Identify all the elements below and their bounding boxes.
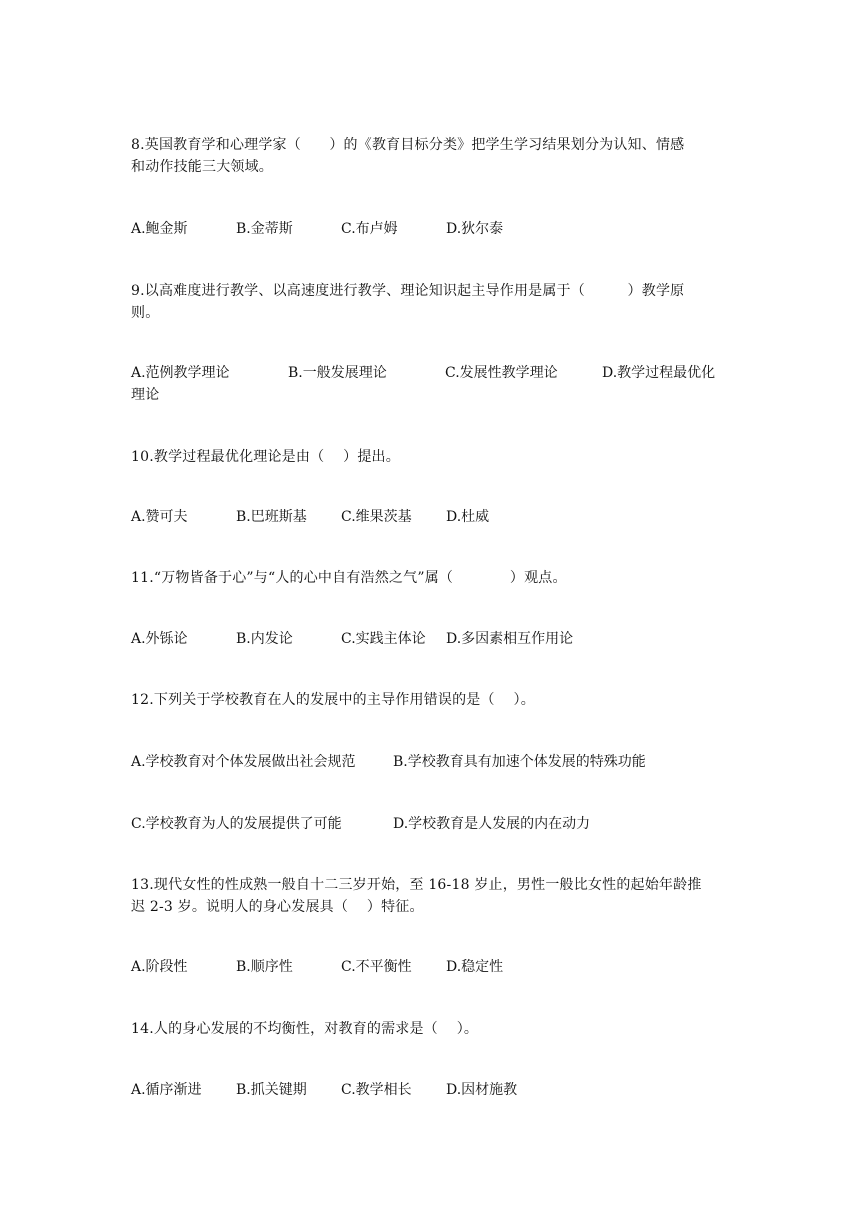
question-9-stem-line-1: 9.以高难度进行教学、以高速度进行教学、理论知识起主导作用是属于（ ）教学原 bbox=[131, 283, 685, 299]
question-9-option-c: C.发展性教学理论 bbox=[445, 365, 558, 381]
question-12-stem: 12.下列关于学校教育在人的发展中的主导作用错误的是（ ）。 bbox=[131, 692, 535, 708]
question-9-option-b: B.一般发展理论 bbox=[288, 365, 387, 381]
question-9-option-a: A.范例教学理论 bbox=[131, 365, 230, 381]
question-13-option-b: B.顺序性 bbox=[236, 959, 293, 975]
question-11-option-c: C.实践主体论 bbox=[341, 631, 426, 647]
question-12-option-d: D.学校教育是人发展的内在动力 bbox=[393, 816, 591, 832]
question-13-stem-line-1: 13.现代女性的性成熟一般自十二三岁开始，至 16-18 岁止，男性一般比女性的起始年龄推 bbox=[131, 877, 702, 893]
question-12-option-b: B.学校教育具有加速个体发展的特殊功能 bbox=[393, 754, 646, 770]
question-14-option-a: A.循序渐进 bbox=[131, 1082, 202, 1098]
question-12-option-c: C.学校教育为人的发展提供了可能 bbox=[131, 816, 342, 832]
question-8-option-a: A.鲍金斯 bbox=[131, 221, 188, 237]
question-9-option-d: D.教学过程最优化 bbox=[602, 365, 716, 381]
question-9-stem-line-2: 则。 bbox=[131, 305, 160, 321]
question-11-option-a: A.外铄论 bbox=[131, 631, 188, 647]
question-14-option-d: D.因材施教 bbox=[446, 1082, 518, 1098]
question-10-option-d: D.杜威 bbox=[446, 509, 490, 525]
question-13-option-d: D.稳定性 bbox=[446, 959, 504, 975]
question-10-option-b: B.巴班斯基 bbox=[236, 509, 307, 525]
question-13-stem-line-2: 迟 2-3 岁。说明人的身心发展具（ ）特征。 bbox=[131, 899, 424, 915]
question-9-option-d-wrap: 理论 bbox=[131, 387, 160, 403]
question-11-stem: 11.“万物皆备于心”与“人的心中自有浩然之气”属（ ）观点。 bbox=[131, 570, 567, 586]
question-13-option-a: A.阶段性 bbox=[131, 959, 188, 975]
question-10-option-c: C.维果茨基 bbox=[341, 509, 412, 525]
question-12-option-a: A.学校教育对个体发展做出社会规范 bbox=[131, 754, 356, 770]
question-8-option-c: C.布卢姆 bbox=[341, 221, 398, 237]
question-8-stem-line-1: 8.英国教育学和心理学家（ ）的《教育目标分类》把学生学习结果划分为认知、情感 bbox=[131, 137, 685, 153]
question-8-option-d: D.狄尔泰 bbox=[446, 221, 504, 237]
question-8-option-b: B.金蒂斯 bbox=[236, 221, 293, 237]
question-14-stem: 14.人的身心发展的不均衡性，对教育的需求是（ ）。 bbox=[131, 1021, 479, 1037]
question-13-option-c: C.不平衡性 bbox=[341, 959, 412, 975]
question-10-stem: 10.教学过程最优化理论是由（ ）提出。 bbox=[131, 449, 400, 465]
question-11-option-d: D.多因素相互作用论 bbox=[446, 631, 574, 647]
question-14-option-c: C.教学相长 bbox=[341, 1082, 412, 1098]
question-14-option-b: B.抓关键期 bbox=[236, 1082, 307, 1098]
question-8-stem-line-2: 和动作技能三大领域。 bbox=[131, 159, 273, 175]
question-11-option-b: B.内发论 bbox=[236, 631, 293, 647]
question-10-option-a: A.赞可夫 bbox=[131, 509, 188, 525]
